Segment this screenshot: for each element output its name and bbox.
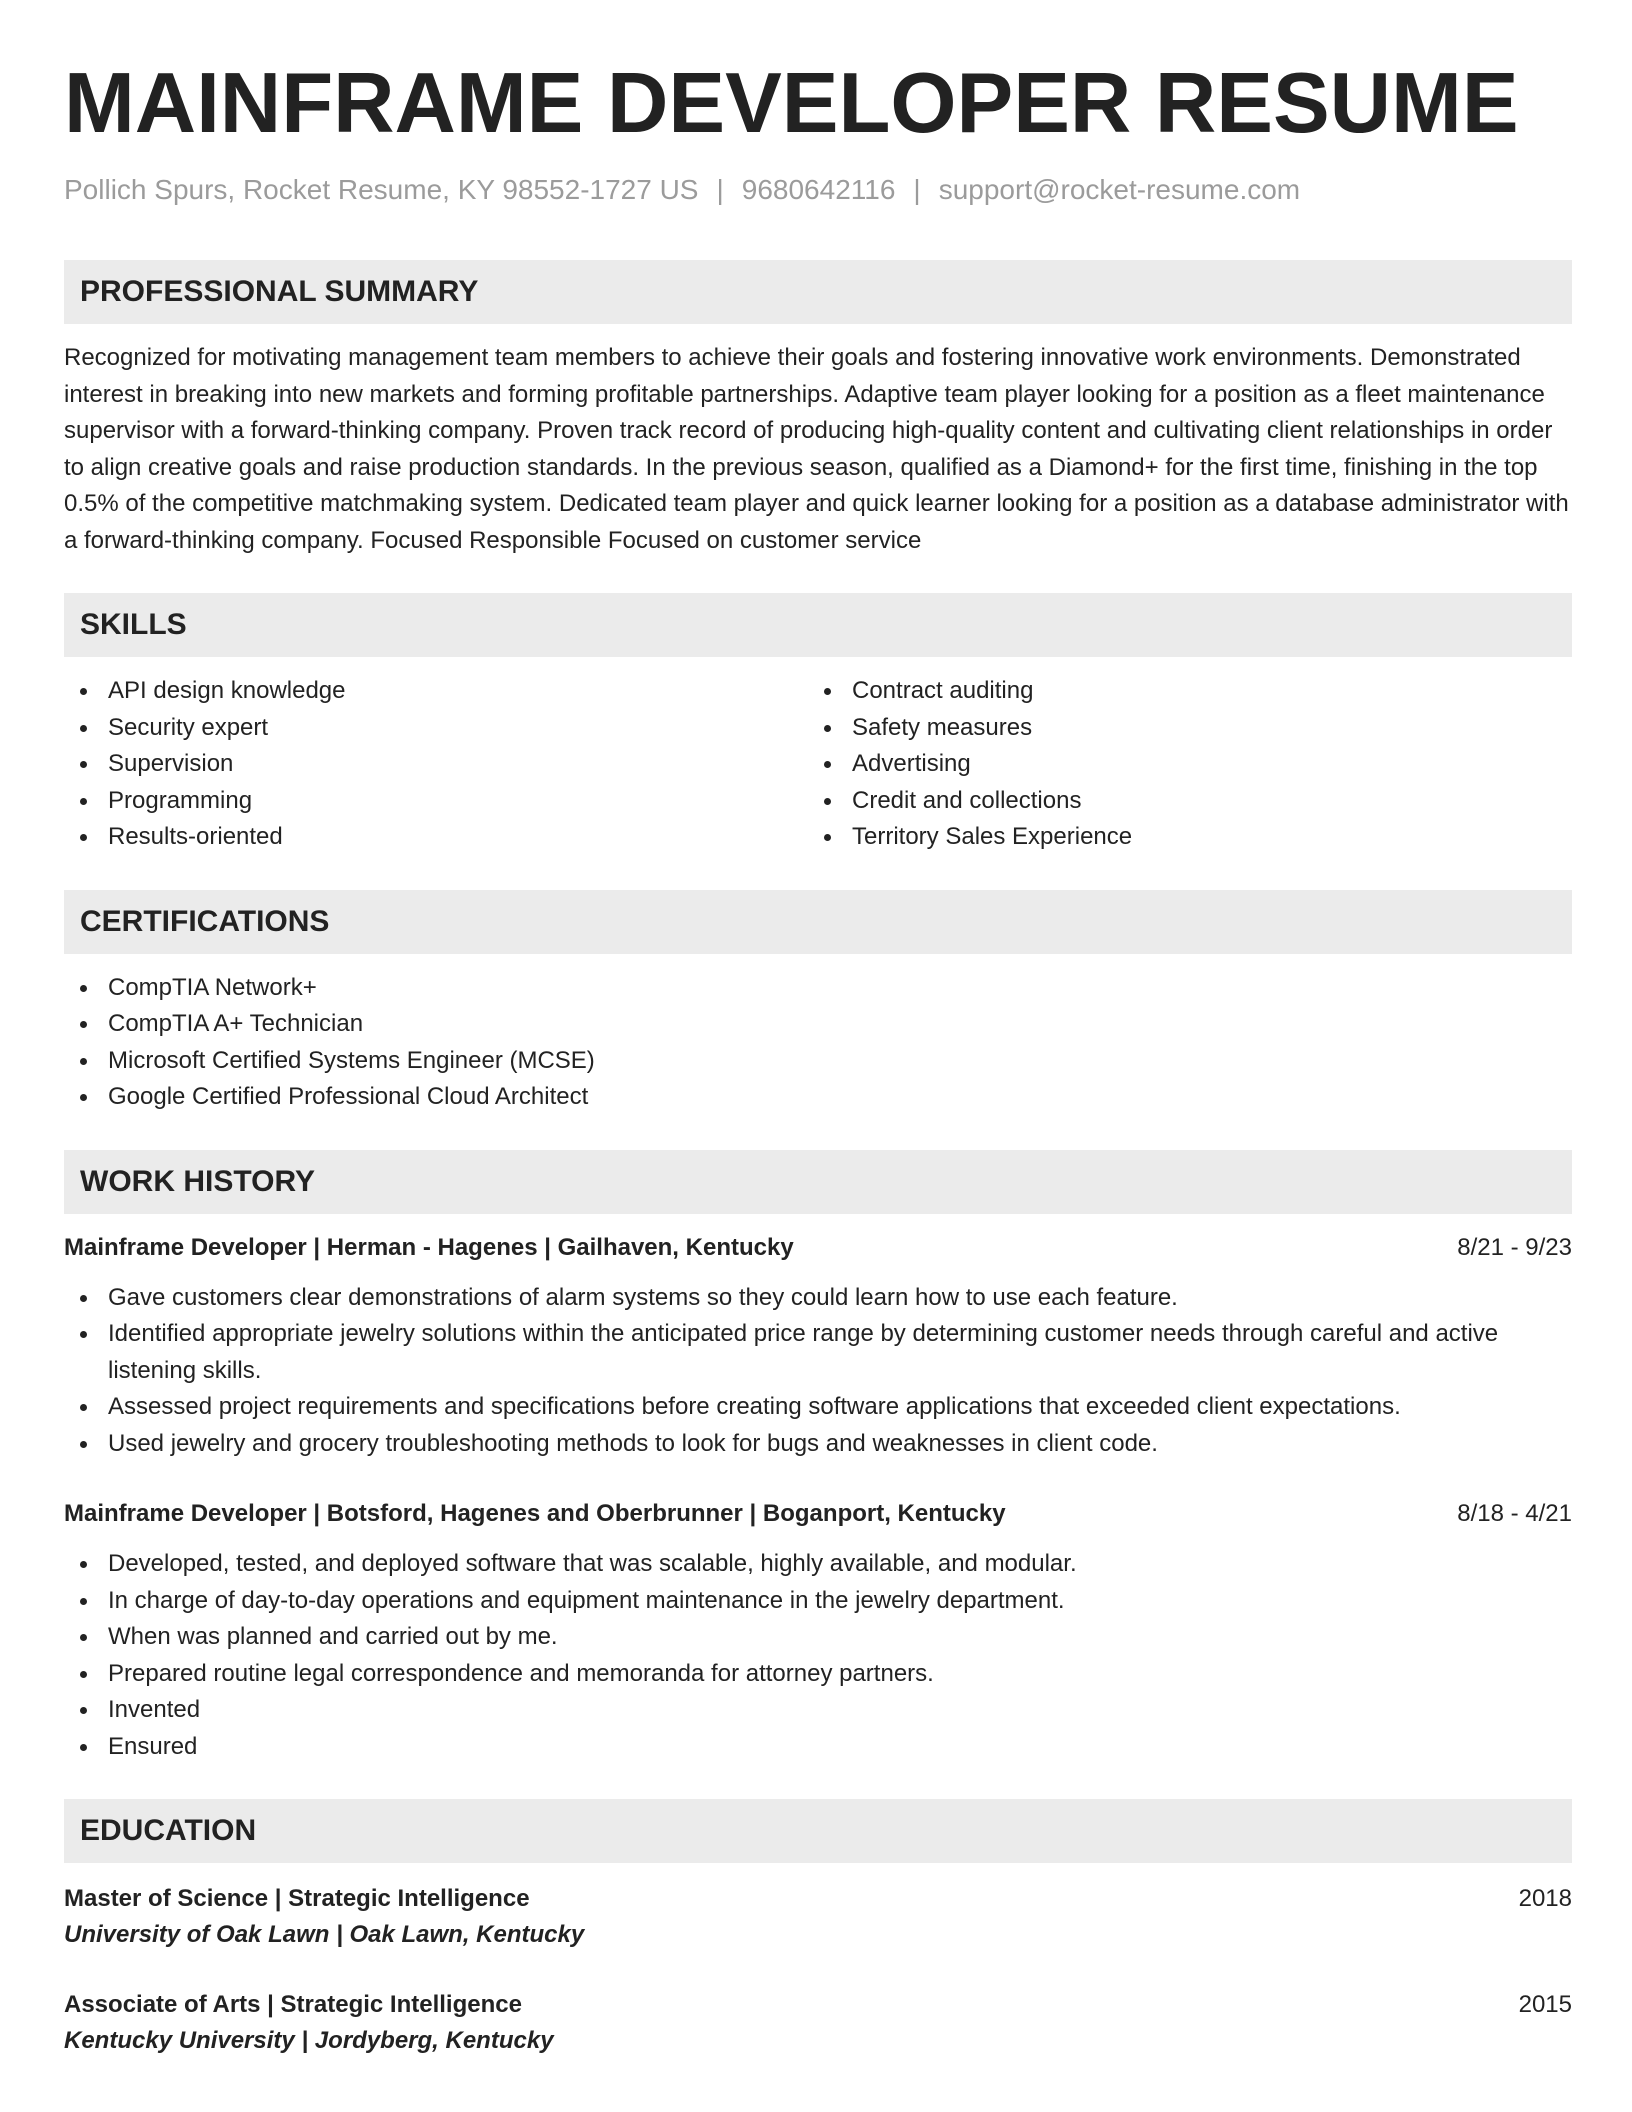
bullet-icon [80,1598,87,1605]
job-bullet [64,1619,1572,1656]
skill-item [64,710,808,747]
bullet-icon [824,761,831,768]
bullet-icon [824,834,831,841]
bullet-icon [824,798,831,805]
education-entry [64,1881,1572,1953]
job-bullet [64,1583,1572,1620]
education-header [64,1987,1572,2023]
skill-label: API design knowledge [108,677,346,704]
skill-item [64,746,808,783]
skill-label: Contract auditing [852,677,1034,704]
skills-column-left [64,673,808,856]
bullet-icon [80,1021,87,1028]
job-bullet-text: When was planned and carried out by me. [108,1623,558,1650]
job-bullet [64,1729,1572,1766]
bullet-icon [80,1331,87,1338]
skill-item [808,673,1552,710]
bullet-icon [80,1671,87,1678]
resume-page [64,0,1572,2059]
contact-email: support@rocket-resume.com [938,174,1301,205]
certification-item [64,1079,1572,1116]
education-entry [64,1987,1572,2059]
bullet-icon [80,1707,87,1714]
certifications-list [64,970,1572,1116]
job-bullet-text: Developed, tested, and deployed software that was scalable, highly available, and modular. [108,1550,1077,1577]
bullet-icon [80,834,87,841]
bullet-icon [80,985,87,992]
certification-label: Google Certified Professional Cloud Architect [108,1083,589,1110]
job-title: Mainframe Developer | Herman - Hagenes | Gailhaven, Kentucky [64,1233,794,1261]
job-bullet-text: Prepared routine legal correspondence and memoranda for attorney partners. [108,1659,934,1687]
job-bullet-text: Identified appropriate jewelry solutions within the anticipated price range by determining customer needs through careful and active listening skills. [108,1320,1499,1384]
bullet-icon [824,688,831,695]
job-title: Mainframe Developer | Botsford, Hagenes and Oberbrunner | Boganport, Kentucky [64,1500,1006,1527]
skill-label: Results-oriented [108,823,283,850]
certification-label: CompTIA Network+ [108,973,317,1001]
section-header-education: EDUCATION [64,1799,1572,1863]
skill-label: Territory Sales Experience [852,823,1133,850]
job-bullet-text: Used jewelry and grocery troubleshooting methods to look for bugs and weaknesses in client code. [108,1429,1158,1457]
job-bullet-text: Invented [108,1696,201,1723]
skill-label: Programming [108,786,253,814]
bullet-icon [80,1744,87,1751]
contact-line [64,172,1572,208]
job-bullet [64,1280,1572,1317]
skill-item [64,673,808,710]
section-header-work-history: WORK HISTORY [64,1150,1572,1214]
job-bullets [64,1280,1572,1463]
job-bullet [64,1316,1572,1389]
education-header [64,1881,1572,1917]
bullet-icon [80,1441,87,1448]
bullet-icon [80,725,87,732]
skill-item [808,819,1552,856]
skills-grid [64,673,1572,856]
bullet-icon [824,725,831,732]
job-dates: 8/18 - 4/21 [1457,1500,1572,1527]
skills-column-right [808,673,1552,856]
bullet-icon [80,798,87,805]
job-bullets [64,1546,1572,1765]
contact-address: Pollich Spurs, Rocket Resume, KY 98552-1727 US [64,174,699,205]
certification-item [64,1043,1572,1080]
bullet-icon [80,1094,87,1101]
education-year: 2015 [1518,1991,1572,2018]
resume-title: MAINFRAME DEVELOPER RESUME [64,56,1519,151]
certification-item [64,970,1572,1007]
section-header-certifications: CERTIFICATIONS [64,890,1572,954]
contact-phone: 9680642116 [741,174,896,205]
education-school: University of Oak Lawn | Oak Lawn, Kentucky [64,1921,585,1948]
skill-label: Security expert [108,713,269,741]
certification-label: Microsoft Certified Systems Engineer (MCSE) [108,1046,595,1074]
job-bullet [64,1692,1572,1729]
contact-separator: | [913,174,921,205]
job-header [64,1496,1572,1532]
skill-item [808,783,1552,820]
skill-item [64,783,808,820]
job-header [64,1230,1572,1266]
skill-label: Supervision [108,750,234,777]
job-bullet [64,1656,1572,1693]
section-header-summary: PROFESSIONAL SUMMARY [64,260,1572,324]
bullet-icon [80,688,87,695]
certification-label: CompTIA A+ Technician [108,1010,364,1037]
bullet-icon [80,1058,87,1065]
bullet-icon [80,1561,87,1568]
bullet-icon [80,1295,87,1302]
bullet-icon [80,761,87,768]
skill-label: Safety measures [852,713,1033,741]
job-bullet [64,1389,1572,1426]
education-degree: Master of Science | Strategic Intelligence [64,1885,530,1912]
job-bullet [64,1426,1572,1463]
skill-item [808,746,1552,783]
education-school: Kentucky University | Jordyberg, Kentucky [64,2027,554,2054]
job-bullet-text: Assessed project requirements and specifications before creating software applications that exceeded client expectations. [108,1393,1401,1420]
section-header-skills: SKILLS [64,593,1572,657]
job-dates: 8/21 - 9/23 [1457,1233,1572,1261]
skills-list-right [808,673,1552,856]
job-bullet-text: Ensured [108,1732,198,1760]
skill-label: Advertising [852,750,971,777]
education-degree: Associate of Arts | Strategic Intelligence [64,1991,522,2018]
certification-item [64,1006,1572,1043]
skills-list-left [64,673,808,856]
education-year: 2018 [1518,1885,1572,1912]
skill-label: Credit and collections [852,786,1082,814]
bullet-icon [80,1404,87,1411]
job-entry [64,1230,1572,1463]
job-bullet-text: Gave customers clear demonstrations of alarm systems so they could learn how to use each feature. [108,1283,1178,1311]
contact-separator: | [716,174,724,205]
summary-text: Recognized for motivating management team members to achieve their goals and fostering innovative work environments. Demonstrated interest in breaking into new markets and forming profitable partnerships. Adaptive team player looking for a position as a fleet maintenance supervisor with a forward-thinking company. Proven track record of producing high-quality content and cultivating client relationships in order to align creative goals and raise production standards. In the previous season, qualified as a Diamond+ for the first time, finishing in the top 0.5% of the competitive matchmaking system. Dedicated team player and quick learner looking for a position as a database administrator with a forward-thinking company. Focused Responsible Focused on customer service [64,344,1569,554]
skill-item [64,819,808,856]
job-bullet-text: In charge of day-to-day operations and equipment maintenance in the jewelry department. [108,1586,1065,1614]
job-entry [64,1496,1572,1765]
job-bullet [64,1546,1572,1583]
bullet-icon [80,1634,87,1641]
skill-item [808,710,1552,747]
